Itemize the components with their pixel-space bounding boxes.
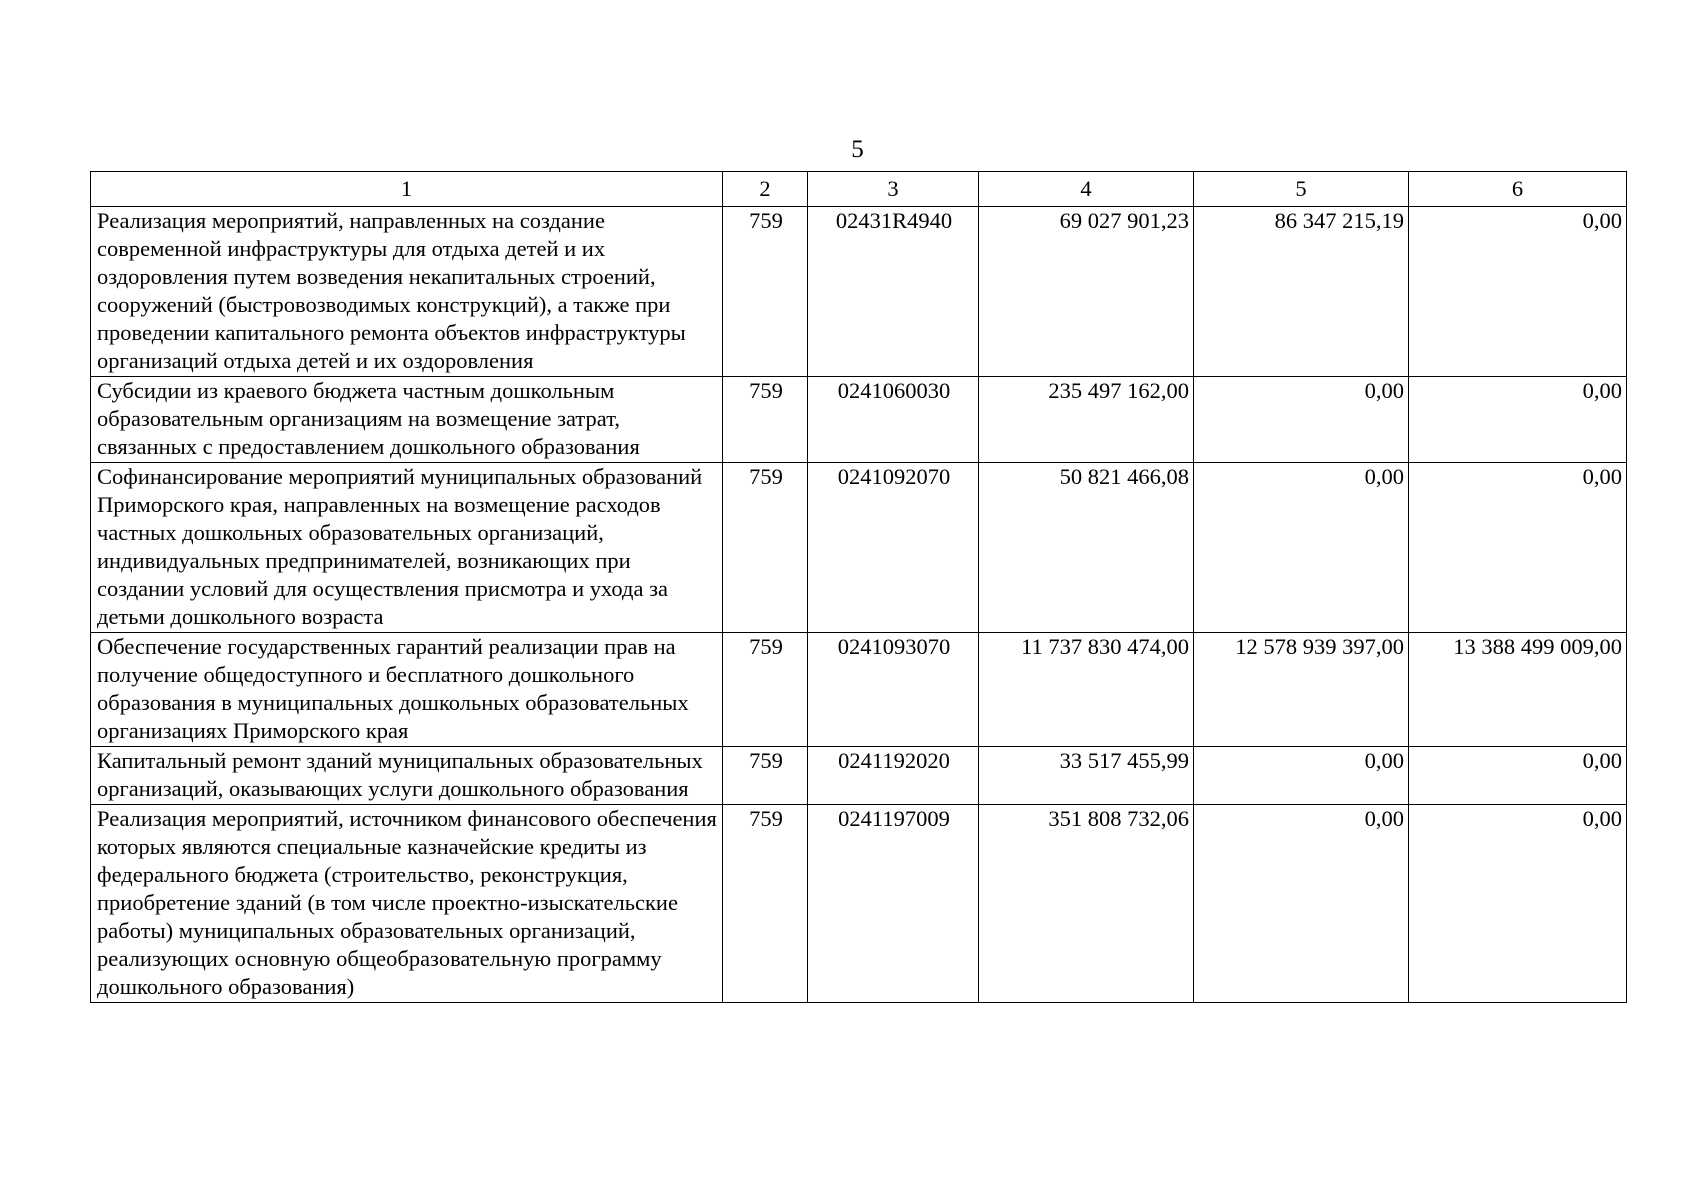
row-amount-col6: 0,00 (1409, 805, 1627, 1003)
table-row (91, 633, 1627, 747)
row-target-article: 0241197009 (808, 805, 979, 1003)
row-name: Субсидии из краевого бюджета частным дошкольным образовательным организациям на возмещение затрат, связанных с предоставлением дошкольного образования (91, 377, 723, 463)
row-name: Капитальный ремонт зданий муниципальных образовательных организаций, оказывающих услуги дошкольного образования (91, 747, 723, 805)
row-department-code: 759 (723, 633, 808, 747)
row-amount-col6: 13 388 499 009,00 (1409, 633, 1627, 747)
column-header-5: 5 (1194, 172, 1409, 207)
column-header-6: 6 (1409, 172, 1627, 207)
table-row (91, 463, 1627, 633)
row-amount-col6: 0,00 (1409, 377, 1627, 463)
table-header-row (91, 172, 1627, 207)
row-amount-col5: 0,00 (1194, 747, 1409, 805)
table-row (91, 377, 1627, 463)
row-name: Обеспечение государственных гарантий реализации прав на получение общедоступного и бесплатного дошкольного образования в муниципальных дошкольных образовательных организациях Приморского края (91, 633, 723, 747)
row-amount-col4: 33 517 455,99 (979, 747, 1194, 805)
row-amount-col5: 86 347 215,19 (1194, 207, 1409, 377)
row-amount-col4: 50 821 466,08 (979, 463, 1194, 633)
row-target-article: 0241092070 (808, 463, 979, 633)
row-name: Реализация мероприятий, источником финансового обеспечения которых являются специальные казначейские кредиты из федерального бюджета (строительство, реконструкция, приобретение зданий (в том числе проектно-изыскательские работы) муниципальных образовательных организаций, реализующих основную общеобразовательную программу дошкольного образования) (91, 805, 723, 1003)
row-amount-col6: 0,00 (1409, 747, 1627, 805)
column-header-4: 4 (979, 172, 1194, 207)
row-target-article: 0241060030 (808, 377, 979, 463)
column-header-1: 1 (91, 172, 723, 207)
page-number: 5 (851, 136, 864, 163)
row-target-article: 0241093070 (808, 633, 979, 747)
row-amount-col5: 0,00 (1194, 463, 1409, 633)
budget-table (90, 171, 1627, 1003)
row-name: Софинансирование мероприятий муниципальных образований Приморского края, направленных на возмещение расходов частных дошкольных образовательных организаций, индивидуальных предпринимателей, возникающих при создании условий для осуществления присмотра и ухода за детьми дошкольного возраста (91, 463, 723, 633)
row-department-code: 759 (723, 463, 808, 633)
table-row (91, 805, 1627, 1003)
row-amount-col5: 12 578 939 397,00 (1194, 633, 1409, 747)
row-amount-col4: 69 027 901,23 (979, 207, 1194, 377)
column-header-2: 2 (723, 172, 808, 207)
row-department-code: 759 (723, 805, 808, 1003)
column-header-3: 3 (808, 172, 979, 207)
row-department-code: 759 (723, 377, 808, 463)
row-amount-col4: 351 808 732,06 (979, 805, 1194, 1003)
row-target-article: 02431R4940 (808, 207, 979, 377)
row-target-article: 0241192020 (808, 747, 979, 805)
row-amount-col5: 0,00 (1194, 377, 1409, 463)
row-amount-col6: 0,00 (1409, 463, 1627, 633)
row-amount-col4: 11 737 830 474,00 (979, 633, 1194, 747)
row-amount-col4: 235 497 162,00 (979, 377, 1194, 463)
row-department-code: 759 (723, 747, 808, 805)
table-row (91, 747, 1627, 805)
row-amount-col5: 0,00 (1194, 805, 1409, 1003)
row-department-code: 759 (723, 207, 808, 377)
row-name: Реализация мероприятий, направленных на создание современной инфраструктуры для отдыха детей и их оздоровления путем возведения некапитальных строений, сооружений (быстровозводимых конструкций), а также при проведении капитального ремонта объектов инфраструктуры организаций отдыха детей и их оздоровления (91, 207, 723, 377)
row-amount-col6: 0,00 (1409, 207, 1627, 377)
table-row (91, 207, 1627, 377)
